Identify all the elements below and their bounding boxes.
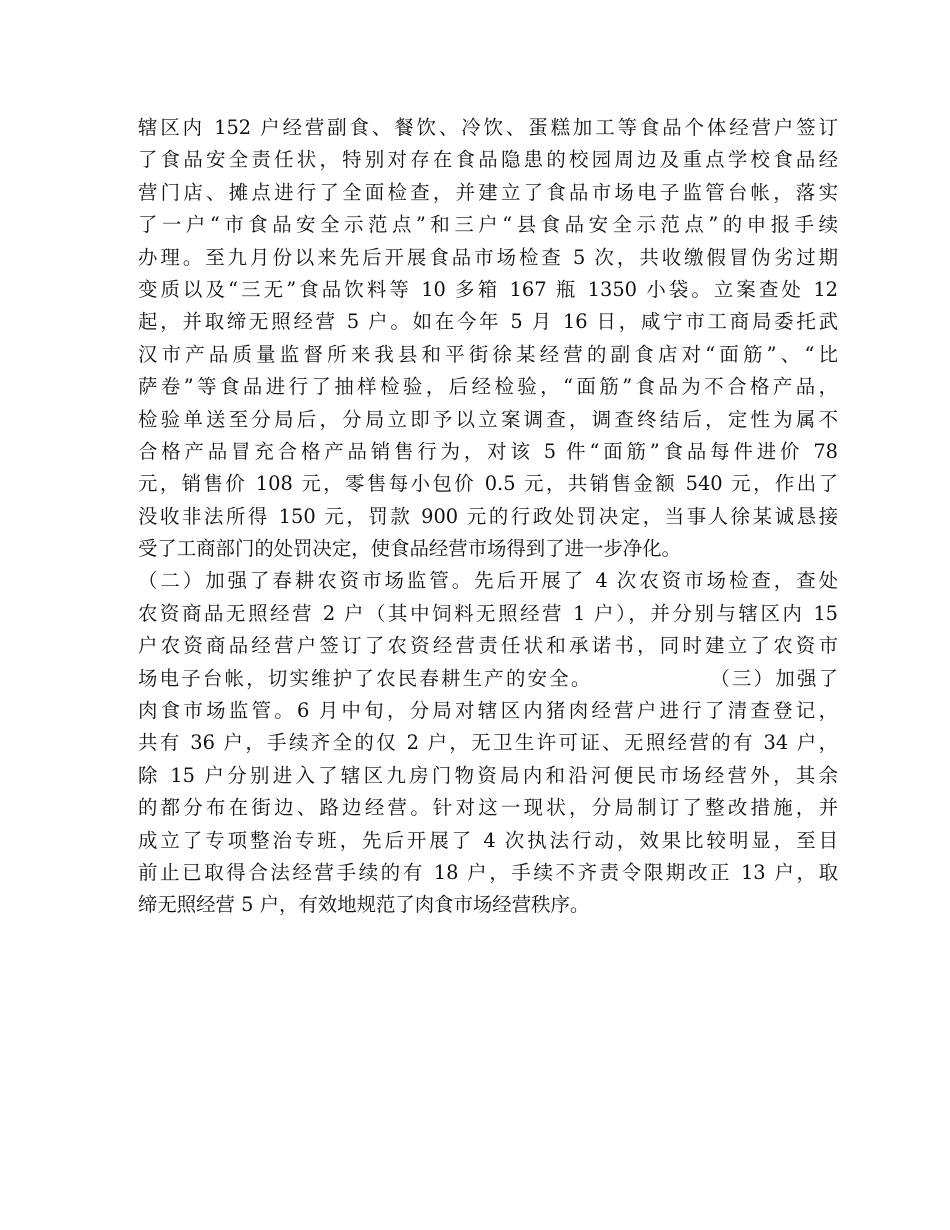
text-line: 缔无照经营 5 户，有效地规范了肉食市场经营秩序。 xyxy=(138,893,590,917)
text-line: 起，并取缔无照经营 5 户。如在今年 5 月 16 日，咸宁市工商局委托武 xyxy=(138,310,838,334)
text-line: 了一户“市食品安全示范点”和三户“县食品安全示范点”的申报手续 xyxy=(138,213,838,237)
text-line: 没收非法所得 150 元，罚款 900 元的行政处罚决定，当事人徐某诚恳接 xyxy=(138,504,838,528)
text-line: 了食品安全责任状，特别对存在食品隐患的校园周边及重点学校食品经 xyxy=(138,148,838,172)
text-line: 成立了专项整治专班，先后开展了 4 次执法行动，效果比较明显，至目 xyxy=(138,828,838,852)
text-line: 肉食市场监管。6 月中旬，分局对辖区内猪肉经营户进行了清查登记， xyxy=(138,699,838,723)
text-line: 农资商品无照经营 2 户（其中饲料无照经营 1 户），并分别与辖区内 15 xyxy=(138,601,838,625)
text-line: 营门店、摊点进行了全面检查，并建立了食品市场电子监管台帐，落实 xyxy=(138,180,838,204)
text-line: 场电子台帐，切实维护了农民春耕生产的安全。 （三）加强了 xyxy=(138,666,838,690)
section-heading-line: （二）加强了春耕农资市场监管。先后开展了 4 次农资市场检查，查处 xyxy=(138,569,838,593)
text-line: 萨卷”等食品进行了抽样检验，后经检验，“面筋”食品为不合格产品， xyxy=(138,375,838,399)
text-line: 检验单送至分局后，分局立即予以立案调查，调查终结后，定性为属不 xyxy=(138,407,838,431)
text-line: 共有 36 户，手续齐全的仅 2 户，无卫生许可证、无照经营的有 34 户， xyxy=(138,731,838,755)
text-line: 受了工商部门的处罚决定，使食品经营市场得到了进一步净化。 xyxy=(138,537,681,561)
text-line: 的都分布在街边、路边经营。针对这一现状，分局制订了整改措施，并 xyxy=(138,796,838,820)
text-line: 办理。至九月份以来先后开展食品市场检查 5 次，共收缴假冒伪劣过期 xyxy=(138,245,838,269)
text-line: 户农资商品经营户签订了农资经营责任状和承诺书，同时建立了农资市 xyxy=(138,634,838,658)
text-line: 汉市产品质量监督所来我县和平街徐某经营的副食店对“面筋”、“比 xyxy=(138,342,838,366)
text-line: 辖区内 152 户经营副食、餐饮、冷饮、蛋糕加工等食品个体经营户签订 xyxy=(138,116,838,139)
text-line: 元，销售价 108 元，零售每小包价 0.5 元，共销售金额 540 元，作出了 xyxy=(138,472,838,496)
text-line: 变质以及“三无”食品饮料等 10 多箱 167 瓶 1350 小袋。立案查处 12 xyxy=(138,277,838,301)
text-line: 除 15 户分别进入了辖区九房门物资局内和沿河便民市场经营外，其余 xyxy=(138,763,838,787)
text-line: 合格产品冒充合格产品销售行为，对该 5 件“面筋”食品每件进价 78 xyxy=(138,439,838,463)
body-text xyxy=(138,112,838,922)
text-line: 前止已取得合法经营手续的有 18 户，手续不齐责令限期改正 13 户，取 xyxy=(138,860,838,884)
